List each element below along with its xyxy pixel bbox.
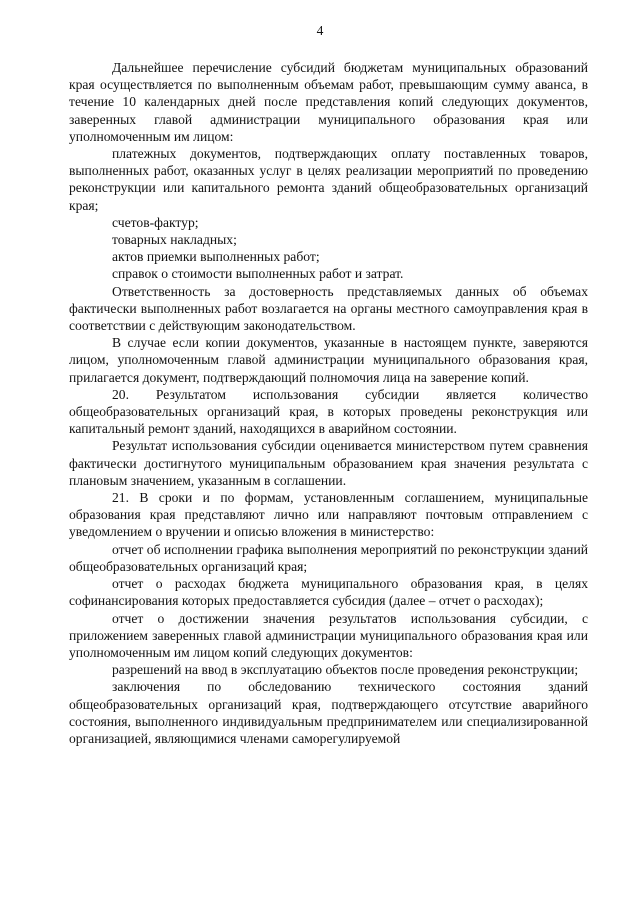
paragraph-clause-20: 20. Результатом использования субсидии является количество общеобразовательных организаций края, в которых проведены реконструкция или капитальный ремонт зданий, находящихся в аварийном состоянии. <box>69 386 588 437</box>
list-item-expense-report: отчет о расходах бюджета муниципального образования края, в целях софинансирования которых предоставляется субсидия (далее – отчет о расходах); <box>69 576 588 609</box>
list-item-cost-certificates: справок о стоимости выполненных работ и затрат. <box>112 266 404 282</box>
document-body <box>69 59 588 747</box>
list-item-commissioning-permits: разрешений на ввод в эксплуатацию объектов после проведения реконструкции; <box>112 662 579 678</box>
list-item-waybills: товарных накладных; <box>112 232 237 248</box>
list-item-schedule-report: отчет об исполнении графика выполнения мероприятий по реконструкции зданий общеобразовательных организаций края; <box>69 541 588 574</box>
paragraph-result-evaluation: Результат использования субсидии оценивается министерством путем сравнения фактически достигнутого муниципальным образованием края значения результата с плановым значением, указанным в соглашении. <box>69 438 588 488</box>
list-item-acceptance-acts: актов приемки выполненных работ; <box>112 249 320 265</box>
list-item-results-report: отчет о достижении значения результатов использования субсидии, с приложением заверенных главой администрации муниципального образования края или уполномоченным им лицом копий следующих документов: <box>69 610 588 660</box>
paragraph-clause-21: 21. В сроки и по формам, установленным соглашением, муниципальные образования края представляют лично или направляют почтовым отправлением с уведомлением о вручении и описью вложения в министерство: <box>69 490 588 540</box>
paragraph-advance-transfer: Дальнейшее перечисление субсидий бюджетам муниципальных образований края осуществляется по выполненным объемам работ, превышающим сумму аванса, в течение 10 календарных дней после представления копий следующих документов, заверенных главой администрации муниципального образования края или уполномоченным им лицом: <box>69 60 588 144</box>
page-number: 4 <box>316 23 324 38</box>
list-item-technical-conclusion: заключения по обследованию технического состояния зданий общеобразовательных организаций края, подтверждающего отсутствие аварийного состояния, выполненного индивидуальным предпринимателем или специализированной организацией, являющимися членами саморегулируемой <box>69 679 588 746</box>
list-item-invoices: счетов-фактур; <box>112 214 199 230</box>
paragraph-responsibility: Ответственность за достоверность представляемых данных об объемах фактически выполненных работ возлагается на органы местного самоуправления края в соответствии с действующим законодательством. <box>69 283 588 334</box>
paragraph-copy-certification: В случае если копии документов, указанные в настоящем пункте, заверяются лицом, уполномоченным главой администрации муниципального образования края, прилагается документ, подтверждающий полномочия лица на заверение копий. <box>69 335 588 385</box>
list-item-payment-documents: платежных документов, подтверждающих оплату поставленных товаров, выполненных работ, оказанных услуг в целях реализации мероприятий по проведению реконструкции или капитального ремонта зданий общеобразовательных организаций края; <box>69 146 588 213</box>
